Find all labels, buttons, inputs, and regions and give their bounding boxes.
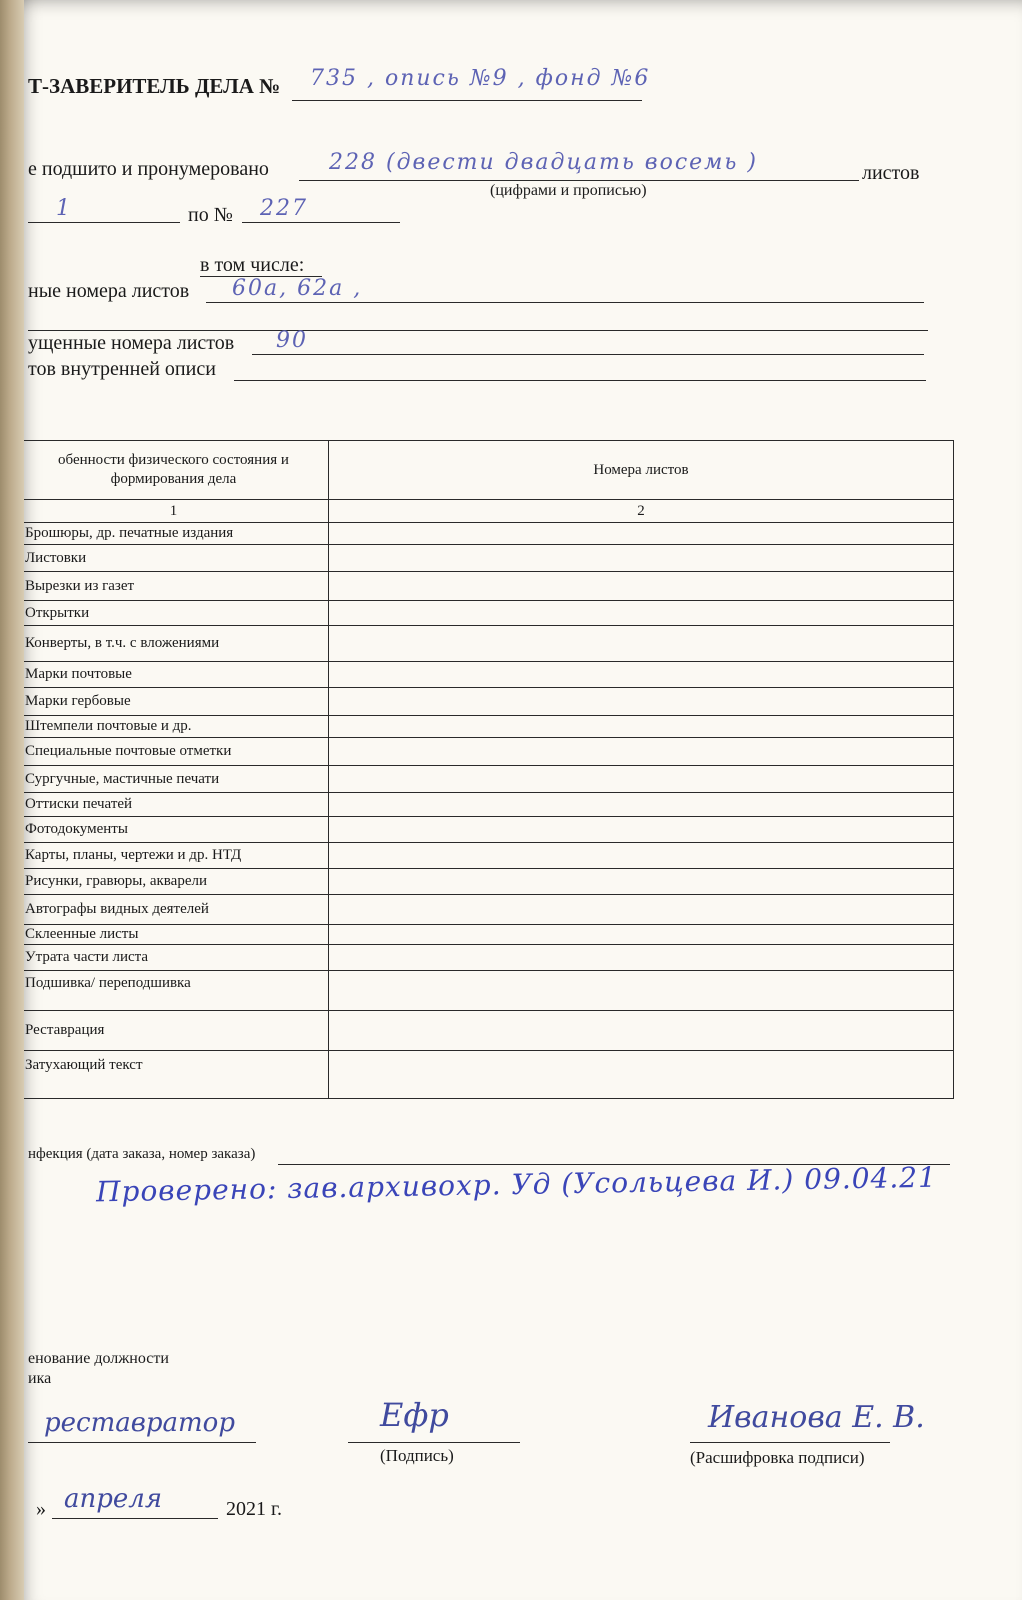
table-row [24,601,954,626]
sewn-value: 228 (двести двадцать восемь ) [329,150,758,175]
table-row [24,766,954,793]
row-label: Листовки [24,545,328,572]
row-sheets-cell [328,843,953,869]
condition-table [24,440,954,1099]
signature-mark: Ефр [380,1396,449,1434]
row-sheets-cell [328,716,953,738]
table-row [24,688,954,716]
decoding-line [690,1442,890,1443]
missing-numbers-line [252,354,924,355]
table-row [24,925,954,945]
row-label: Марки гербовые [24,688,328,716]
row-label: Специальные почтовые отметки [24,738,328,766]
date-quote: » [36,1498,46,1520]
table-row [24,572,954,601]
decoding-caption: (Расшифровка подписи) [690,1448,865,1467]
sewn-line [299,180,859,181]
date-month: апреля [64,1484,163,1514]
signature-caption: (Подпись) [380,1446,454,1465]
digits-words-hint: (цифрами и прописью) [490,182,647,199]
range-to-line [242,222,400,223]
row-label: Брошюры, др. печатные издания [24,523,328,545]
row-sheets-cell [328,766,953,793]
case-number-line [292,100,642,101]
row-label: Сургучные, мастичные печати [24,766,328,793]
document-title: Т-ЗАВЕРИТЕЛЬ ДЕЛА № [28,74,281,98]
row-label: Затухающий текст [24,1051,328,1099]
row-label: Штемпели почтовые и др. [24,716,328,738]
table-row [24,817,954,843]
table-row [24,1051,954,1099]
row-label: Конверты, в т.ч. с вложениями [24,626,328,662]
table-row [24,971,954,1011]
signature-line [348,1442,520,1443]
position-line [28,1442,256,1443]
letter-numbers-value: 60а, 62а , [232,276,363,301]
letter-numbers-label: ные номера листов [28,280,190,302]
row-sheets-cell [328,945,953,971]
table-row [24,545,954,572]
row-sheets-cell [328,545,953,572]
row-sheets-cell [328,869,953,895]
row-label: Реставрация [24,1011,328,1051]
row-label: Вырезки из газет [24,572,328,601]
row-sheets-cell [328,793,953,817]
row-sheets-cell [328,1011,953,1051]
disinfection-check-note: Проверено: зав.архивохр. Уд (Усольцева И.) 09.04.21 [95,1160,938,1209]
row-sheets-cell [328,523,953,545]
row-sheets-cell [328,971,953,1011]
col2-number: 2 [328,500,953,523]
row-label: Склеенные листы [24,925,328,945]
binding-strip [0,0,24,1600]
table-row [24,945,954,971]
inner-inventory-label: тов внутренней описи [28,358,216,380]
table-row [24,1011,954,1051]
inner-inventory-line [234,380,926,381]
row-sheets-cell [328,817,953,843]
position-value: реставратор [44,1408,235,1438]
table-number-row [24,500,954,523]
table-row [24,716,954,738]
row-sheets-cell [328,572,953,601]
row-label: Фотодокументы [24,817,328,843]
table-row [24,523,954,545]
including-label: в том числе: [200,254,305,276]
table-row [24,662,954,688]
letter-numbers-line-2 [28,330,928,331]
sheets-suffix: листов [862,162,920,184]
date-year: 2021 г. [226,1498,282,1520]
missing-numbers-label: ущенные номера листов [28,332,235,354]
disinfection-label: нфекция (дата заказа, номер заказа) [28,1146,256,1162]
row-sheets-cell [328,925,953,945]
row-label: Рисунки, гравюры, акварели [24,869,328,895]
table-row [24,738,954,766]
row-label: Марки почтовые [24,662,328,688]
sewn-label: е подшито и пронумеровано [28,158,269,180]
missing-numbers-value: 90 [276,328,308,353]
table-row [24,793,954,817]
date-month-line [52,1518,218,1519]
letter-numbers-line [206,302,924,303]
row-label: Подшивка/ переподшивка [24,971,328,1011]
col1-header: обенности физического состояния и формирования дела [24,441,328,500]
row-sheets-cell [328,1051,953,1099]
table-row [24,895,954,925]
row-sheets-cell [328,626,953,662]
row-sheets-cell [328,738,953,766]
col2-header: Номера листов [328,441,953,500]
table-row [24,626,954,662]
row-label: Карты, планы, чертежи и др. НТД [24,843,328,869]
document-sheet [24,0,1022,1600]
row-label: Утрата части листа [24,945,328,971]
range-to-value: 227 [260,196,308,221]
row-sheets-cell [328,895,953,925]
row-sheets-cell [328,662,953,688]
row-sheets-cell [328,688,953,716]
row-label: Оттиски печатей [24,793,328,817]
table-row [24,843,954,869]
position-label-line2: ика [28,1370,52,1387]
decoding-value: Иванова Е. В. [708,1400,925,1435]
row-sheets-cell [328,601,953,626]
row-label: Открытки [24,601,328,626]
range-from-line [28,222,180,223]
position-label-line1: енование должности [28,1350,169,1367]
range-from-value: 1 [56,196,72,221]
case-number-value: 735 , опись №9 , фонд №6 [310,66,651,91]
row-label: Автографы видных деятелей [24,895,328,925]
col1-number: 1 [24,500,328,523]
table-header-row [24,441,954,500]
table-row [24,869,954,895]
range-to-label: по № [188,204,233,226]
